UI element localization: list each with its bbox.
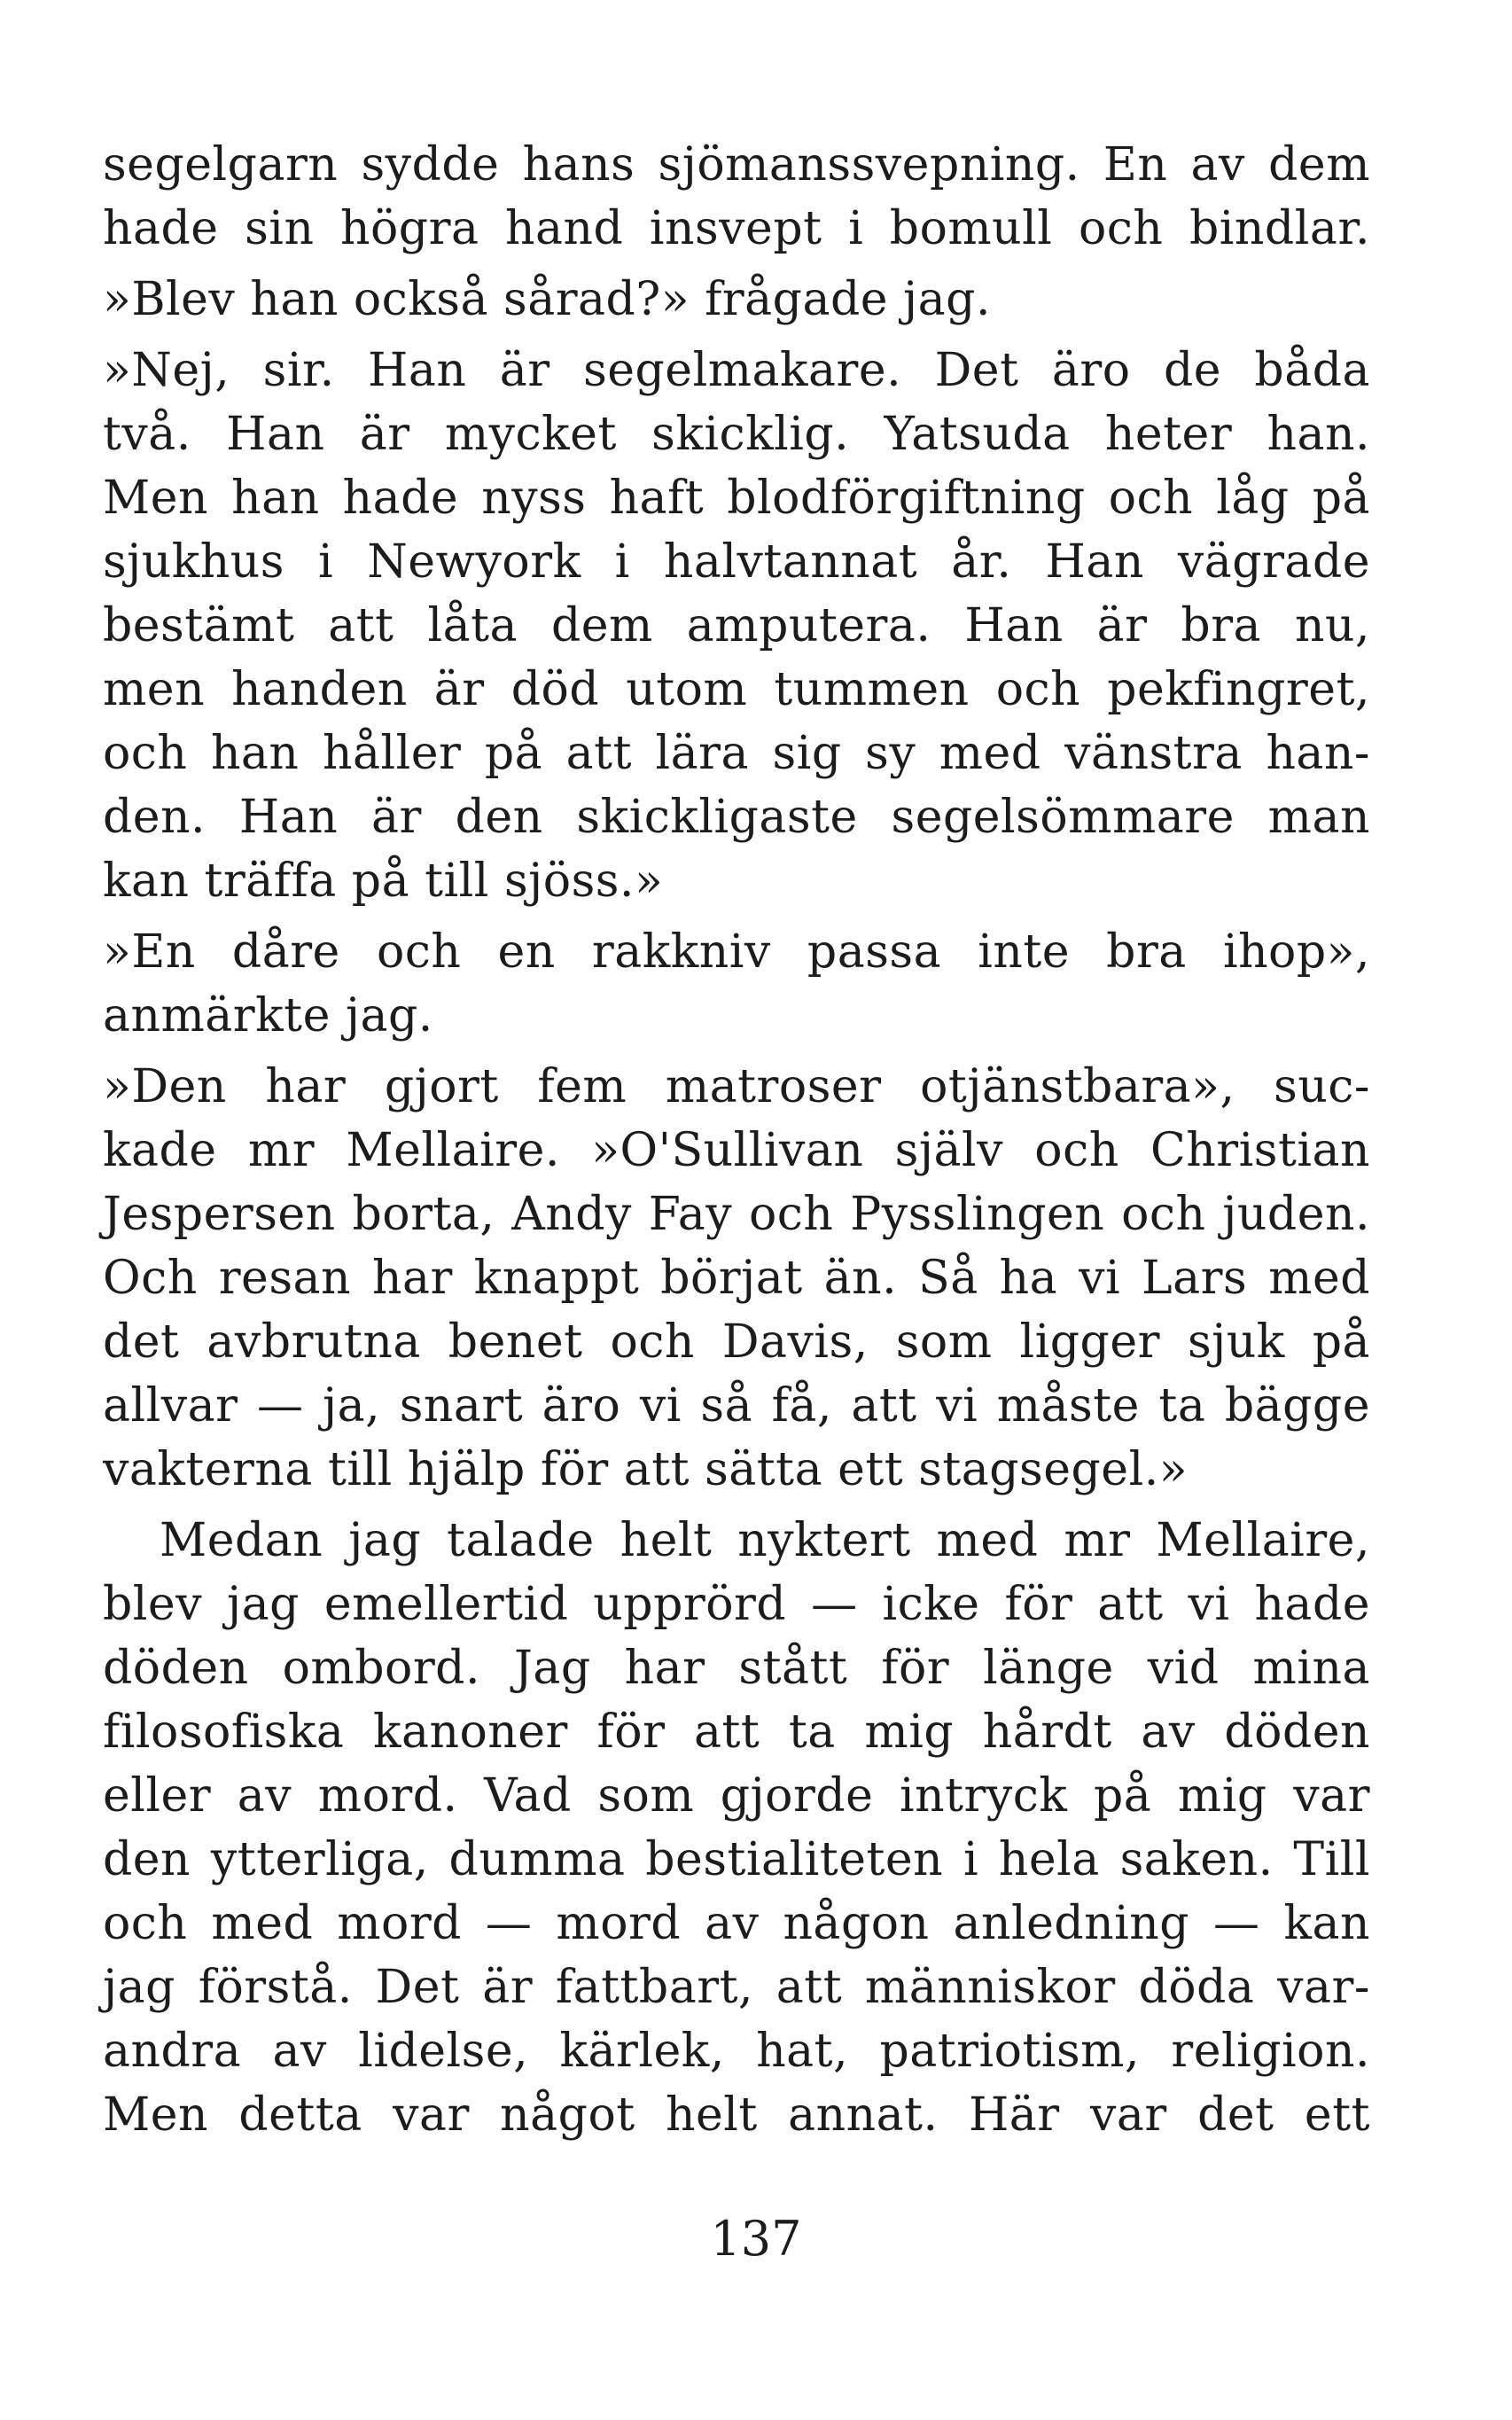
text-line: »Den har gjort fem matroser otjänstbara», suc-	[103, 1060, 1370, 1113]
text-line: Men detta var något helt annat. Här var det ett	[103, 2088, 1370, 2142]
text-line: Och resan har knappt börjat än. Så ha vi Lars med	[103, 1252, 1370, 1305]
text-line: den ytterliga, dumma bestialiteten i hela saken. Till	[103, 1833, 1370, 1886]
text-line: bestämt att låta dem amputera. Han är bra nu,	[103, 599, 1370, 652]
text-line: filosofiska kanoner för att ta mig hårdt av döden	[103, 1706, 1370, 1759]
text-line: allvar — ja, snart äro vi så få, att vi måste ta bägge	[103, 1379, 1370, 1432]
text-line: kade mr Mellaire. »O'Sullivan själv och Christian	[103, 1124, 1370, 1177]
text-line: »En dåre och en rakkniv passa inte bra ihop»,	[103, 925, 1370, 979]
text-line: Jespersen borta, Andy Fay och Pysslingen och juden.	[103, 1188, 1370, 1241]
text-line: två. Han är mycket skicklig. Yatsuda heter han.	[103, 408, 1370, 461]
text-line: blev jag emellertid upprörd — icke för att vi hade	[103, 1578, 1370, 1631]
text-line: kan träffa på till sjöss.»	[103, 855, 664, 908]
text-line: döden ombord. Jag har stått för länge vid mina	[103, 1642, 1370, 1695]
text-line: andra av lidelse, kärlek, hat, patriotism, religion.	[103, 2025, 1370, 2078]
text-line: segelgarn sydde hans sjömanssvepning. En av dem	[103, 138, 1370, 191]
text-line: eller av mord. Vad som gjorde intryck på mig var	[103, 1769, 1370, 1823]
text-line: vakterna till hjälp för att sätta ett stagsegel.»	[103, 1443, 1189, 1496]
body-text	[103, 133, 1370, 2147]
text-line: »Nej, sir. Han är segelmakare. Det äro de båda	[103, 344, 1370, 397]
text-line: och med mord — mord av någon anledning — kan	[103, 1897, 1370, 1950]
text-line: Men han hade nyss haft blodförgiftning och låg på	[103, 472, 1370, 525]
text-line: jag förstå. Det är fattbart, att människor döda var-	[103, 1961, 1370, 2014]
text-line: det avbrutna benet och Davis, som ligger sjuk på	[103, 1315, 1370, 1369]
text-line: Medan jag talade helt nyktert med mr Mellaire,	[160, 1514, 1370, 1567]
text-line: hade sin högra hand insvept i bomull och bindlar.	[103, 202, 1370, 255]
page-number: 137	[710, 2211, 802, 2267]
text-line: sjukhus i Newyork i halvtannat år. Han vägrade	[103, 535, 1370, 589]
text-line: anmärkte jag.	[103, 989, 433, 1042]
text-line: men handen är död utom tummen och pekfingret,	[103, 663, 1370, 716]
text-line: den. Han är den skickligaste segelsömmare man	[103, 791, 1370, 844]
text-line: »Blev han också sårad?» frågade jag.	[103, 273, 991, 326]
text-line: och han håller på att lära sig sy med vänstra han-	[103, 727, 1370, 780]
